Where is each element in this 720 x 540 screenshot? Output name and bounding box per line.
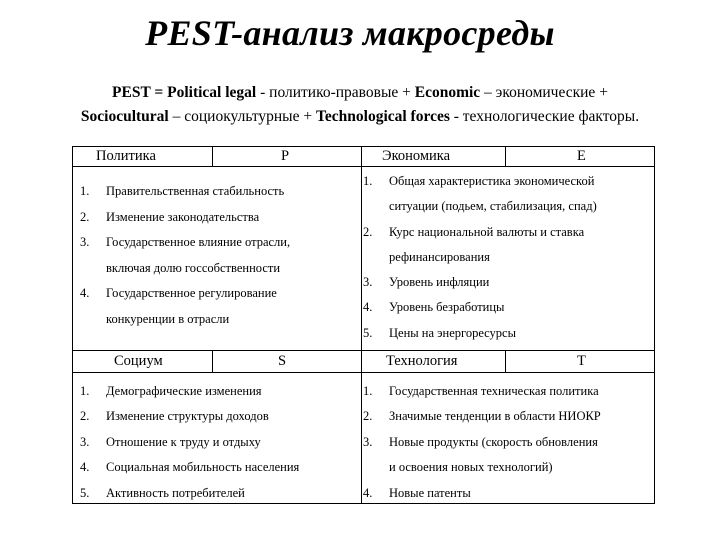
technology-header: Технология — [386, 353, 458, 369]
intro-line1-segment: - политико-правовые + — [256, 84, 415, 101]
society-item-number: 1. — [80, 384, 90, 398]
economics-item-text: рефинансирования — [389, 250, 490, 264]
politics-item-number: 2. — [80, 210, 90, 224]
technology-item-number: 3. — [363, 435, 373, 449]
economics-item-number: 1. — [363, 174, 373, 188]
intro-line2-segment: Technological forces — [315, 108, 450, 125]
politics-letter: P — [281, 148, 290, 164]
society-item-number: 3. — [80, 435, 90, 449]
technology-item-number: 2. — [363, 409, 373, 423]
economics-header-divider — [505, 146, 506, 166]
page-title: PEST-анализ макросреды — [145, 13, 555, 53]
economics-letter: E — [577, 148, 586, 164]
society-item-text: Социальная мобильность населения — [106, 460, 300, 474]
intro-line2-segment: – социокультурные + — [168, 108, 316, 125]
economics-item-text: ситуации (подьем, стабилизация, спад) — [389, 199, 597, 213]
technology-item-text: Новые патенты — [389, 486, 471, 500]
economics-header: Экономика — [382, 148, 451, 164]
politics-item-text: Правительственная стабильность — [106, 184, 285, 198]
intro-line-1 — [0, 84, 720, 102]
intro-line1-segment: Economic — [414, 84, 481, 101]
politics-item-text: Государственное влияние отрасли, — [106, 235, 291, 249]
intro-line2-segment: Sociocultural — [80, 108, 169, 125]
economics-item-text: Уровень инфляции — [389, 275, 490, 289]
technology-item-text: Новые продукты (скорость обновления — [389, 435, 598, 449]
society-letter: S — [278, 353, 287, 369]
intro-line1-segment: – экономические + — [480, 84, 608, 101]
society-header-divider — [212, 350, 213, 372]
economics-item-text: Общая характеристика экономической — [389, 174, 595, 188]
politics-item-number: 4. — [80, 286, 90, 300]
society-item-text: Изменение структуры доходов — [106, 409, 269, 423]
politics-header-divider — [212, 146, 213, 166]
society-item-text: Активность потребителей — [106, 486, 245, 500]
society-item-number: 4. — [80, 460, 90, 474]
politics-item-text: включая долю госсобственности — [106, 261, 281, 275]
intro-line2-segment: - технологические факторы. — [449, 108, 640, 125]
economics-item-number: 5. — [363, 326, 373, 340]
technology-item-text: Значимые тенденции в области НИОКР — [389, 409, 601, 423]
technology-item-text: и освоения новых технологий) — [389, 460, 553, 474]
politics-item-text: конкуренции в отрасли — [106, 312, 230, 326]
society-item-text: Демографические изменения — [106, 384, 262, 398]
technology-letter: T — [577, 353, 586, 369]
economics-item-text: Курс национальной валюты и ставка — [389, 225, 585, 239]
bottom-header-line — [72, 372, 655, 373]
economics-item-number: 4. — [363, 300, 373, 314]
politics-item-text: Изменение законодательства — [106, 210, 260, 224]
politics-item-number: 1. — [80, 184, 90, 198]
intro-line1-segment: Political legal — [167, 84, 257, 101]
technology-header-divider — [505, 350, 506, 372]
society-item-text: Отношение к труду и отдыху — [106, 435, 261, 449]
society-item-number: 2. — [80, 409, 90, 423]
middle-line — [72, 350, 655, 351]
economics-item-text: Цены на энергоресурсы — [389, 326, 517, 340]
top-header-line — [72, 166, 655, 167]
intro-line-2 — [0, 108, 720, 126]
technology-item-number: 4. — [363, 486, 373, 500]
economics-item-number: 3. — [363, 275, 373, 289]
center-divider — [361, 146, 362, 504]
politics-item-text: Государственное регулирование — [106, 286, 277, 300]
economics-item-number: 2. — [363, 225, 373, 239]
economics-item-text: Уровень безработицы — [389, 300, 505, 314]
society-item-number: 5. — [80, 486, 90, 500]
technology-item-text: Государственная техническая политика — [389, 384, 599, 398]
intro-line1-segment: PEST = — [112, 84, 168, 101]
politics-header: Политика — [96, 148, 156, 164]
society-header: Социум — [114, 353, 163, 369]
technology-item-number: 1. — [363, 384, 373, 398]
politics-item-number: 3. — [80, 235, 90, 249]
